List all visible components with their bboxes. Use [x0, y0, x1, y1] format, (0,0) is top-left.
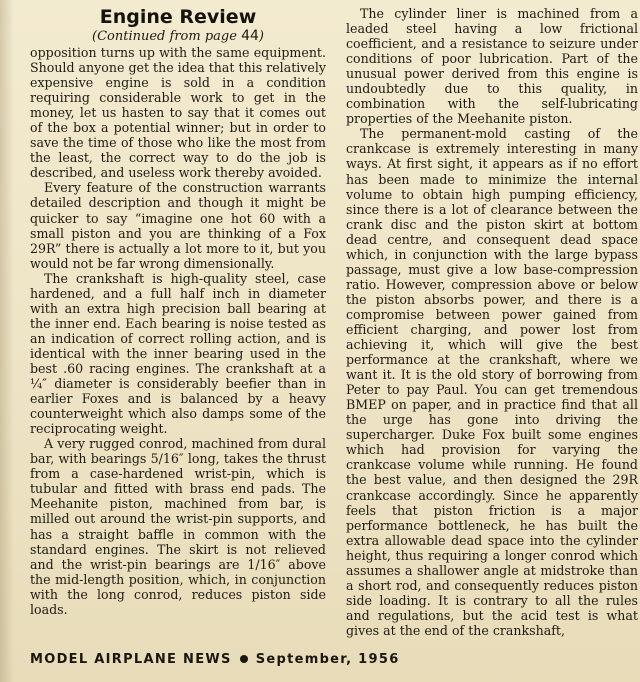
- continued-suffix: ): [258, 29, 264, 44]
- left-column: [30, 6, 326, 617]
- right-column: [346, 6, 638, 638]
- footer-magazine-name: MODEL AIRPLANE NEWS: [30, 652, 232, 667]
- page-gutter-shadow: [0, 0, 14, 682]
- continued-page-number: 44: [241, 28, 259, 44]
- continued-prefix: (Continued from page: [92, 29, 237, 44]
- paragraph: The cylinder liner is machined from a leaded steel having a low frictional coefficient, and a resistance to seizure under conditions of poor lubrication. Part of the unusual power derived from this engine is undoubtedly due to this quality, in combination with the self-lubricating properties of the Meehanite piston.: [346, 6, 638, 127]
- paragraph: A very rugged conrod, machined from dural bar, with bearings 5/16″ long, takes the thrust from a case-hardened wrist-pin, which is tubular and fitted with brass end pads. The Meehanite piston, machined from bar, is milled out around the wrist-pin supports, and has a straight baffle in common with the standard engines. The skirt is not relieved and the wrist-pin bearings are 1/16″ above the mid-length position, which, in conjunction with the long conrod, reduces piston side loads.: [30, 436, 326, 617]
- paragraph: The permanent-mold casting of the crankcase is extremely interesting in many ways. At first sight, it appears as if no effort has been made to minimize the internal volume to obtain high pumping efficiency, since there is a lot of clearance between the crank disc and the piston skirt at bottom dead centre, and consequent dead space which, in conjunction with the large bypass passage, must give a low base-compression ratio. However, compression above or below the piston absorbs power, and there is a compromise between power gained from efficient charging, and power lost from achieving it, which will give the best performance at the crankshaft, where we want it. It is the old story of borrowing from Peter to pay Paul. You can get tremendous BMEP on paper, and in practice find that all the urge has gone into driving the supercharger. Duke Fox built some engines which had provision for varying the crankcase volume while running. He found the best value, and then designed the 29R crankcase accordingly. Since he apparently feels that piston friction is a major performance bottleneck, he has built the extra allowable dead space into the cylinder height, thus requiring a longer conrod which assumes a shallower angle at midstroke than a short rod, and consequently reduces piston side loading. It is contrary to all the rules and regulations, but the acid test is what gives at the end of the crankshaft,: [346, 126, 638, 638]
- paragraph: opposition turns up with the same equipment. Should anyone get the idea that this relatively expensive engine is sold in a condition requiring considerable work to get in the money, let us hasten to say that it comes out of the box a potential winner; but in order to save the time of those who like the most from the least, the correct way to do the job is described, and useless work thereby avoided.: [30, 45, 326, 181]
- paragraph: The crankshaft is high-quality steel, case hardened, and a full half inch in diameter with an extra high precision ball bearing at the inner end. Each bearing is noise tested as an indication of correct rolling action, and is identical with the inner bearing used in the best .60 racing engines. The crankshaft at a ¼″ diameter is considerably beefier than in earlier Foxes and is balanced by a heavy counterweight which also damps some of the reciprocating weight.: [30, 270, 326, 437]
- bullet-icon: [240, 655, 248, 663]
- page-footer: [30, 652, 450, 667]
- paragraph: Every feature of the construction warrants detailed description and though it might be quicker to say “imagine one hot 60 with a small piston and you are thinking of a Fox 29R” there is actually a lot more to it, but you would not be far wrong dimensionally.: [30, 180, 326, 271]
- article-headline: Engine Review: [99, 6, 257, 28]
- continued-line: [30, 28, 326, 45]
- footer-date: September, 1956: [255, 652, 400, 667]
